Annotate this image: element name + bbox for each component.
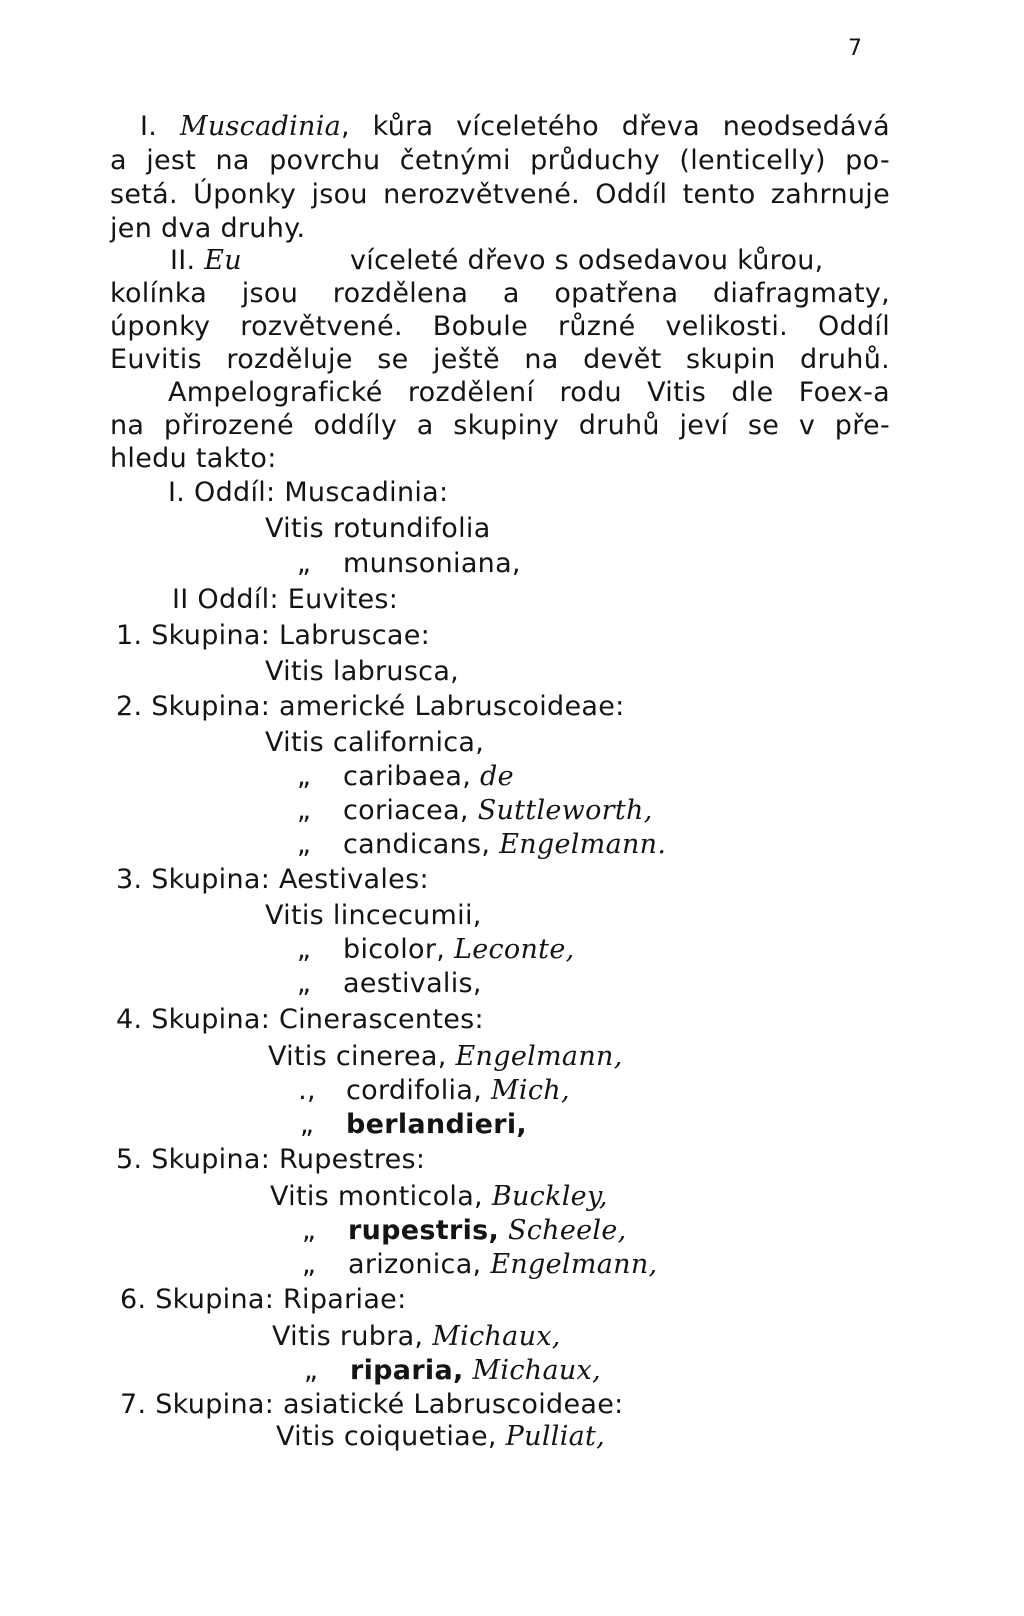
species-name: riparia, xyxy=(350,1355,464,1386)
species-name: Vitis rubra, xyxy=(272,1321,424,1352)
group-7-heading: 7. Skupina: asiatické Labruscoideae: xyxy=(120,1389,624,1420)
section-2-heading: II Oddíl: Euvites: xyxy=(172,584,399,615)
ditto-mark: ., xyxy=(298,1075,316,1106)
group-3-heading: 3. Skupina: Aestivales: xyxy=(116,864,429,895)
species-name: caribaea, xyxy=(343,761,472,792)
species-line xyxy=(265,933,1024,966)
author-name: Buckley, xyxy=(491,1181,608,1212)
species-name: munsoniana, xyxy=(343,548,521,579)
intro-line-10: na přirozené oddíly a skupiny druhů jeví se v pře- xyxy=(110,410,890,441)
ditto-mark: „ xyxy=(296,795,312,826)
author-name: Leconte, xyxy=(454,934,575,965)
species-name: Vitis monticola, xyxy=(270,1181,483,1212)
intro-line-1-rest: , kůra víceletého dřeva neodsedává xyxy=(341,111,890,142)
species-line xyxy=(276,1420,1024,1453)
species-name: aestivalis, xyxy=(343,968,482,999)
species-line: Vitis rotundifolia xyxy=(265,513,491,544)
ditto-mark: „ xyxy=(301,1249,317,1280)
intro-line-11: hledu takto: xyxy=(110,443,277,474)
muscadinia-term: Muscadinia xyxy=(179,111,342,142)
ditto-mark: „ xyxy=(296,761,312,792)
ditto-mark: „ xyxy=(299,1109,315,1140)
intro-line-6: kolínka jsou rozdělena a opatřena diafragmaty, xyxy=(110,278,890,309)
species-line xyxy=(265,547,1024,580)
species-line xyxy=(268,1040,1024,1073)
eu-term: Eu xyxy=(204,245,242,276)
species-name: coriacea, xyxy=(343,795,469,826)
intro-line-5-start: II. xyxy=(170,245,205,276)
page-number: 7 xyxy=(848,36,863,61)
section-1-heading: I. Oddíl: Muscadinia: xyxy=(168,477,449,508)
species-name: Vitis cinerea, xyxy=(268,1041,447,1072)
author-name: Engelmann. xyxy=(499,829,667,860)
author-name: Michaux, xyxy=(432,1321,561,1352)
ditto-mark: „ xyxy=(296,829,312,860)
author-name: Suttleworth, xyxy=(477,795,653,826)
author-name: Engelmann, xyxy=(455,1041,623,1072)
author-name: Mich, xyxy=(490,1075,570,1106)
species-line xyxy=(268,1108,1024,1141)
species-name: rupestris, xyxy=(348,1215,500,1246)
species-name: bicolor, xyxy=(343,934,446,965)
intro-line-2: a jest na povrchu četnými průduchy (lenticelly) po- xyxy=(110,145,890,176)
species-line: Vitis lincecumii, xyxy=(265,900,482,931)
intro-line-5-rest: víceleté dřevo s odsedavou kůrou, xyxy=(350,245,824,276)
species-line xyxy=(272,1354,1024,1387)
intro-line-9: Ampelografické rozdělení rodu Vitis dle Foex-a xyxy=(168,377,890,408)
species-name: Vitis coiquetiae, xyxy=(276,1421,497,1452)
species-line: Vitis californica, xyxy=(265,727,485,758)
intro-line-3: setá. Úponky jsou nerozvětvené. Oddíl tento zahrnuje xyxy=(110,179,890,210)
ditto-mark: „ xyxy=(296,968,312,999)
species-line xyxy=(272,1320,1024,1353)
author-name: Michaux, xyxy=(472,1355,601,1386)
species-line xyxy=(265,760,1024,793)
species-line xyxy=(268,1074,1024,1107)
author-name: Pulliat, xyxy=(505,1421,606,1452)
ditto-mark: „ xyxy=(296,934,312,965)
intro-line-5 xyxy=(170,244,890,277)
species-line xyxy=(270,1214,1024,1247)
intro-line-4: jen dva druhy. xyxy=(110,213,306,244)
species-line xyxy=(265,967,1024,1000)
ditto-mark: „ xyxy=(296,548,312,579)
group-2-heading: 2. Skupina: americké Labruscoideae: xyxy=(116,691,625,722)
group-5-heading: 5. Skupina: Rupestres: xyxy=(116,1144,426,1175)
species-line xyxy=(265,828,1024,861)
group-6-heading: 6. Skupina: Ripariae: xyxy=(120,1284,407,1315)
species-name: candicans, xyxy=(343,829,491,860)
ditto-mark: „ xyxy=(301,1215,317,1246)
species-line xyxy=(270,1180,1024,1213)
group-1-heading: 1. Skupina: Labruscae: xyxy=(116,620,431,651)
species-name: berlandieri, xyxy=(346,1109,527,1140)
species-name: arizonica, xyxy=(348,1249,482,1280)
group-4-heading: 4. Skupina: Cinerascentes: xyxy=(116,1004,484,1035)
author-name: Engelmann, xyxy=(490,1249,658,1280)
species-line: Vitis labrusca, xyxy=(265,656,460,687)
intro-line-8: Euvitis rozděluje se ještě na devět skupin druhů. xyxy=(110,344,890,375)
intro-line-1 xyxy=(140,110,890,143)
ditto-mark: „ xyxy=(303,1355,319,1386)
intro-line-7: úponky rozvětvené. Bobule různé velikosti. Oddíl xyxy=(110,311,890,342)
species-line xyxy=(270,1248,1024,1281)
author-name: de xyxy=(480,761,514,792)
author-name: Scheele, xyxy=(507,1215,627,1246)
intro-line-1-start: I. xyxy=(140,111,180,142)
species-line xyxy=(265,794,1024,827)
species-name: cordifolia, xyxy=(346,1075,483,1106)
